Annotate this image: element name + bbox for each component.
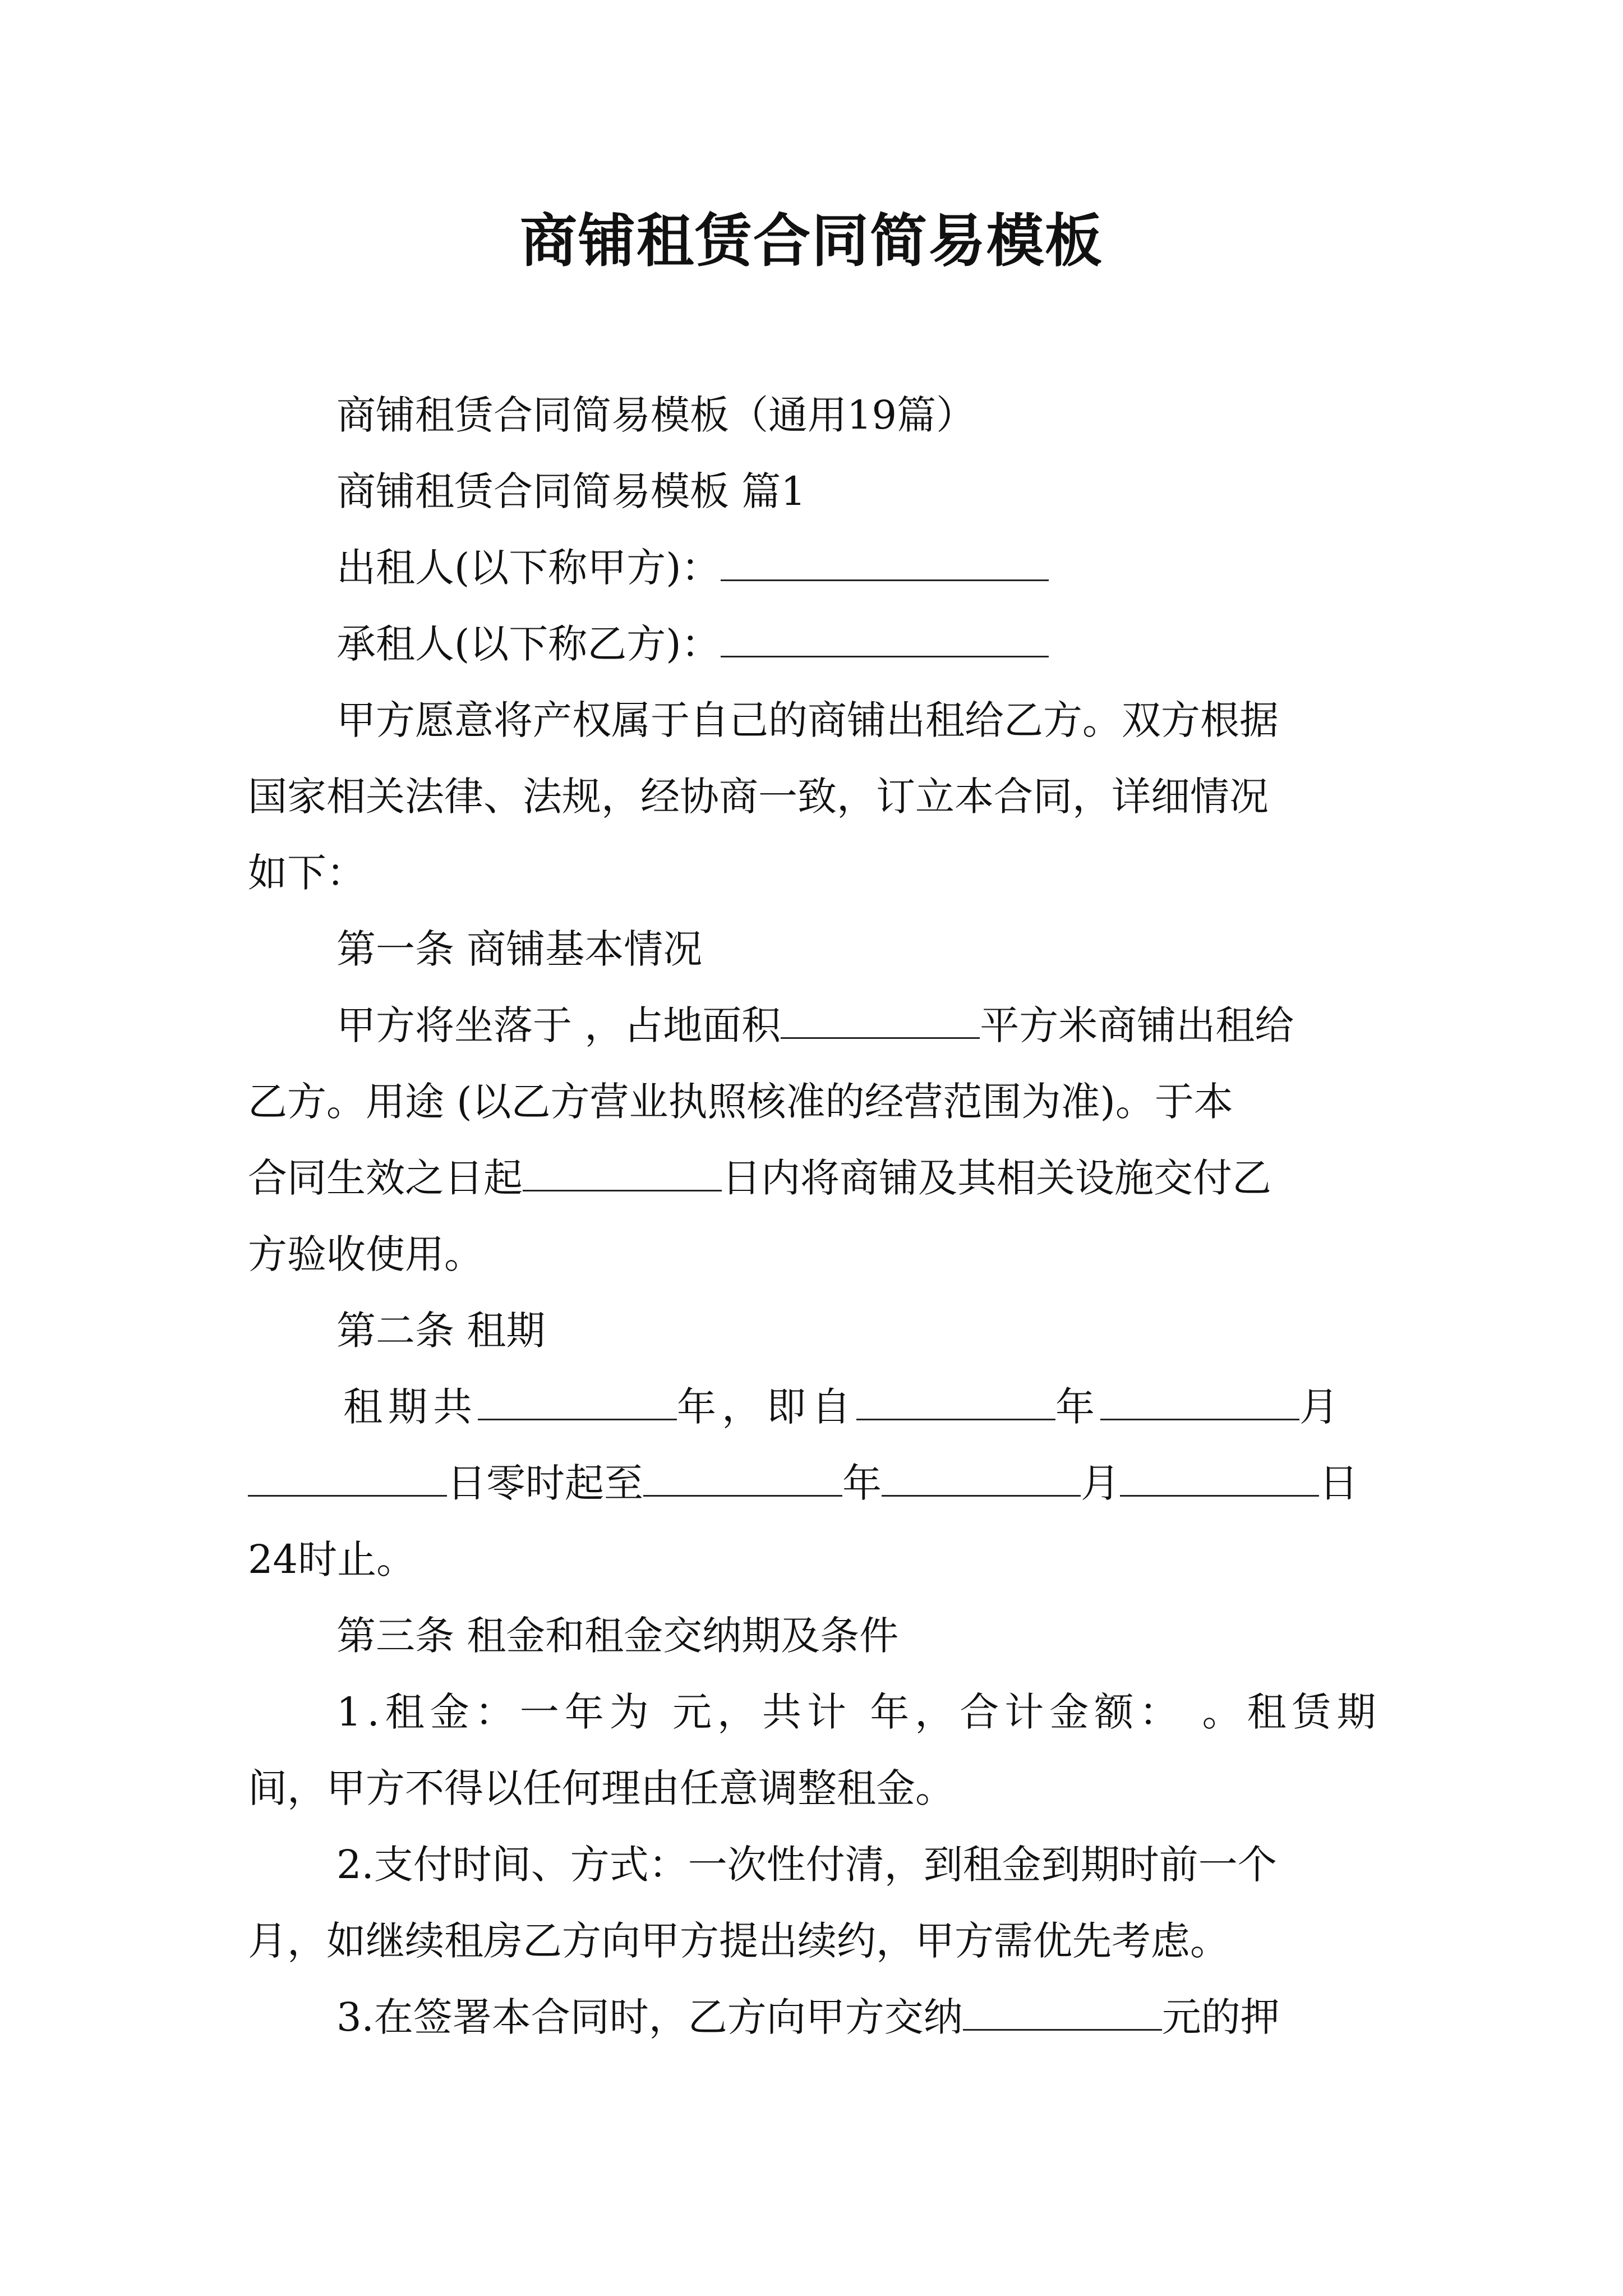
term-text-e: 日零时起至 [447,1460,643,1506]
article1-line-4: 方验收使用。 [248,1231,483,1277]
intro-line-3: 如下： [248,850,366,896]
document-subtitle: 商铺租赁合同简易模板（通用19篇） [336,392,976,438]
article2-line-1 [343,1379,1344,1435]
article1-text-c: 合同生效之日起 [248,1155,523,1201]
term-text-h: 日 [1319,1460,1358,1506]
article2-line-2 [248,1455,1358,1511]
section-heading: 商铺租赁合同简易模板 篇1 [336,468,806,514]
intro-line-1: 甲方愿意将产权属于自己的商铺出租给乙方。双方根据 [336,697,1279,743]
term-text-a: 租期共 [343,1384,478,1430]
term-text-c: 年 [1055,1384,1100,1430]
start-month-blank [1100,1384,1299,1420]
deposit-blank [963,1994,1162,2031]
lessor-blank [721,545,1049,581]
article1-text-b: 平方米商铺出租给 [980,1002,1294,1048]
term-text-g: 月 [1081,1460,1120,1506]
article3-p2-line-1: 2.支付时间、方式：一次性付清，到租金到期时前一个 [336,1842,1277,1888]
end-month-blank [882,1460,1081,1497]
start-day-blank [248,1460,447,1497]
article3-p3-line-1 [336,1989,1280,2045]
article1-line-1 [336,997,1294,1053]
term-text-d: 月 [1299,1384,1344,1430]
article1-text-d: 日内将商铺及其相关设施交付乙 [722,1155,1271,1201]
article1-heading: 第一条 商铺基本情况 [336,926,703,972]
article3-heading: 第三条 租金和租金交纳期及条件 [336,1613,899,1659]
article3-p2-line-2: 月，如继续租房乙方向甲方提出续约，甲方需优先考虑。 [248,1918,1229,1964]
deposit-text-b: 元的押 [1161,1994,1280,2040]
end-day-blank [1120,1460,1319,1497]
article2-heading: 第二条 租期 [336,1308,546,1354]
lessee-blank [721,621,1049,657]
deposit-text-a: 3.在签署本合同时，乙方向甲方交纳 [336,1994,963,2040]
article2-line-3: 24时止。 [248,1536,416,1582]
start-year-blank [856,1384,1055,1420]
term-years-blank [478,1384,677,1420]
intro-line-2: 国家相关法律、法规，经协商一致，订立本合同，详细情况 [248,774,1269,820]
area-blank [781,1002,980,1039]
article1-line-2: 乙方。用途 (以乙方营业执照核准的经营范围为准)。于本 [248,1079,1233,1125]
lessee-line [336,616,1049,672]
article1-line-3 [248,1150,1271,1206]
lessor-line [336,540,1049,596]
end-year-blank [643,1460,842,1497]
lessee-label: 承租人(以下称乙方)： [336,621,721,667]
lessor-label: 出租人(以下称甲方)： [336,545,721,591]
document-title: 商铺租赁合同简易模板 [520,208,1103,275]
article1-text-a: 甲方将坐落于 ，占地面积 [336,1002,781,1048]
term-text-b: 年，即自 [677,1384,856,1430]
term-text-f: 年 [842,1460,882,1506]
article3-p1-line-2: 间，甲方不得以任何理由任意调整租金。 [248,1765,955,1811]
delivery-days-blank [523,1155,722,1191]
article3-p1-line-1: 1.租金：一年为 元，共计 年，合计金额： 。租赁期 [336,1689,1382,1735]
